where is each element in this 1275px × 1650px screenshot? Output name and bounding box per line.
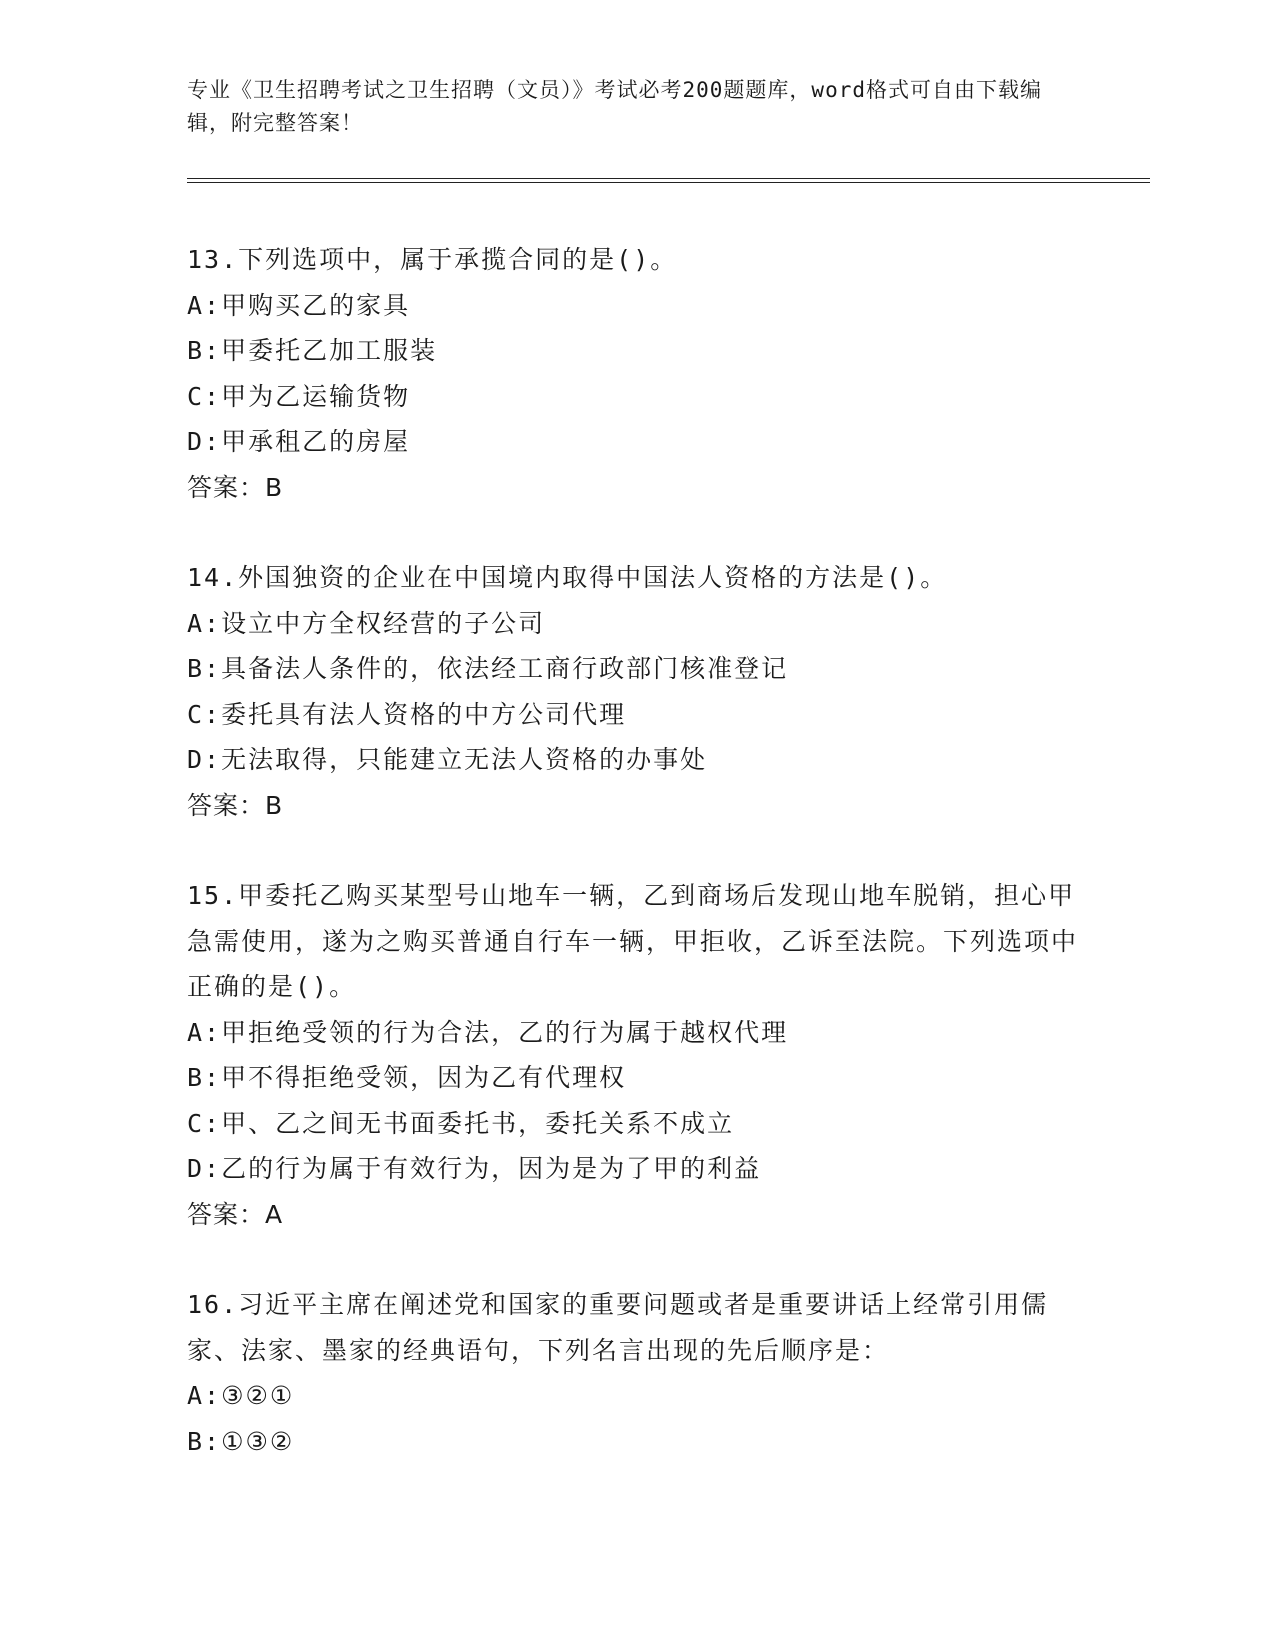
question-14 — [187, 555, 1087, 828]
option-c: C:委托具有法人资格的中方公司代理 — [187, 699, 627, 729]
option-a: A:设立中方全权经营的子公司 — [187, 608, 546, 638]
header-divider-bottom — [187, 182, 1150, 183]
option-b: B:甲不得拒绝受领，因为乙有代理权 — [187, 1063, 627, 1092]
option-b: B:具备法人条件的，依法经工商行政部门核准登记 — [187, 654, 789, 683]
question-stem: 14.外国独资的企业在中国境内取得中国法人资格的方法是()。 — [187, 563, 948, 592]
question-stem: 15.甲委托乙购买某型号山地车一辆，乙到商场后发现山地车脱销，担心甲急需使用，遂为之购买普通自行车一辆，甲拒收，乙诉至法院。下列选项中正确的是()。 — [187, 881, 1079, 1001]
question-stem: 16.习近平主席在阐述党和国家的重要问题或者是重要讲话上经常引用儒家、法家、墨家的经典语句，下列名言出现的先后顺序是： — [187, 1290, 1049, 1365]
option-d: D:乙的行为属于有效行为，因为是为了甲的利益 — [187, 1154, 762, 1183]
document-header: 专业《卫生招聘考试之卫生招聘（文员）》考试必考200题题库，word格式可自由下载编辑，附完整答案！ — [187, 78, 1042, 135]
option-c: C:甲为乙运输货物 — [187, 381, 411, 411]
question-list — [187, 237, 1087, 1509]
header-divider-top — [187, 178, 1150, 179]
answer-line: 答案：B — [187, 472, 284, 502]
option-a: A:甲拒绝受领的行为合法，乙的行为属于越权代理 — [187, 1017, 789, 1047]
option-d: D:甲承租乙的房屋 — [187, 427, 411, 456]
answer-line: 答案：B — [187, 790, 284, 820]
question-stem: 13.下列选项中，属于承揽合同的是()。 — [187, 245, 678, 274]
option-c: C:甲、乙之间无书面委托书，委托关系不成立 — [187, 1108, 735, 1138]
option-b: B:甲委托乙加工服装 — [187, 336, 438, 365]
option-b: B:①③② — [187, 1426, 295, 1456]
option-a: A:③②① — [187, 1381, 295, 1410]
option-d: D:无法取得，只能建立无法人资格的办事处 — [187, 745, 708, 774]
question-13 — [187, 237, 1087, 510]
option-a: A:甲购买乙的家具 — [187, 290, 411, 320]
question-15 — [187, 873, 1087, 1237]
answer-line: 答案：A — [187, 1199, 284, 1229]
question-16 — [187, 1282, 1087, 1464]
